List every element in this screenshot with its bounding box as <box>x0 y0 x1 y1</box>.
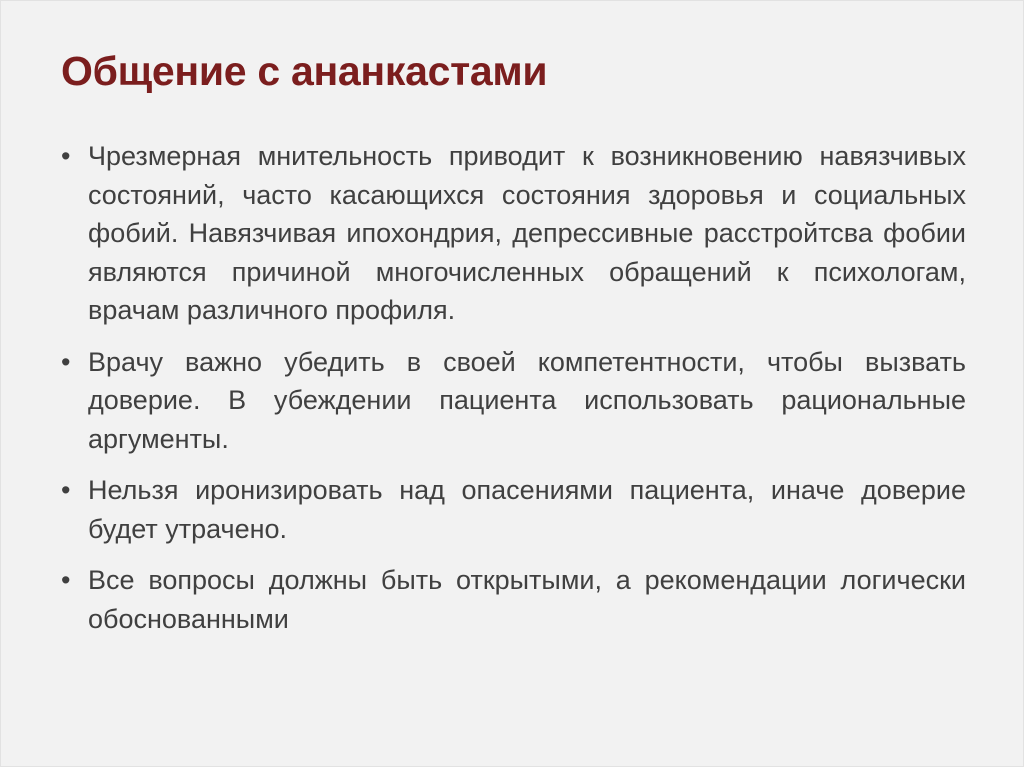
bullet-dot-icon: • <box>61 346 71 377</box>
bullet-dot-icon: • <box>61 565 71 595</box>
bullet-text: Чрезмерная мнительность приводит к возникновению навязчивых состояний, часто касающихся состояния здоровья и социальных фобий. Навязчивая ипохондрия, депрессивные расстройтсва фобии являются причиной многочисленных обращений к психологам, врачам различного профиля. <box>88 141 966 325</box>
bullet-list <box>61 137 966 651</box>
slide-title: Общение с ананкастами <box>61 48 548 94</box>
bullet-dot-icon: • <box>61 141 71 171</box>
bullet-text: Все вопросы должны быть открытыми, а рекомендации логически обоснованными <box>88 565 966 634</box>
bullet-text: Нельзя иронизировать над опасениями пациента, иначе доверие будет утрачено. <box>88 475 966 544</box>
bullet-item <box>61 471 966 548</box>
bullet-item <box>61 137 966 330</box>
bullet-item <box>61 561 966 638</box>
bullet-dot-icon: • <box>61 475 71 505</box>
bullet-item <box>61 343 966 459</box>
bullet-text: Врачу важно убедить в своей компетентности, чтобы вызвать доверие. В убеждении пациента использовать рациональные аргументы. <box>88 346 966 454</box>
